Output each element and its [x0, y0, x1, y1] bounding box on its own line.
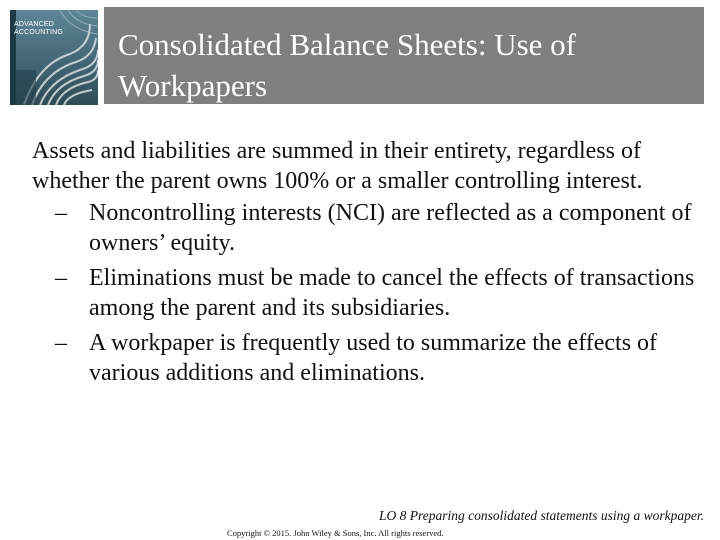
- sub-bullet-item: [32, 263, 702, 323]
- copyright-notice: Copyright © 2015. John Wiley & Sons, Inc. All rights reserved.: [227, 528, 444, 538]
- slide-title-line-2: Workpapers: [118, 68, 268, 103]
- dash-bullet: –: [55, 200, 67, 226]
- sub-bullet-item: [32, 198, 702, 258]
- dash-bullet: –: [55, 330, 67, 356]
- book-cover-title: ADVANCED ACCOUNTING: [14, 21, 64, 36]
- sub-bullet-text: A workpaper is frequently used to summarize the effects of various additions and eliminations.: [89, 330, 658, 386]
- sub-bullet-text: Noncontrolling interests (NCI) are reflected as a component of owners’ equity.: [89, 200, 692, 256]
- slide-title-line-1: Consolidated Balance Sheets: Use of: [118, 27, 577, 62]
- learning-objective-footer: LO 8 Preparing consolidated statements using a workpaper.: [379, 508, 704, 523]
- main-paragraph: Assets and liabilities are summed in their entirety, regardless of whether the parent owns 100% or a smaller controlling interest.: [32, 138, 643, 194]
- book-cover-image: [10, 10, 98, 105]
- sub-bullet-text: Eliminations must be made to cancel the effects of transactions among the parent and its subsidiaries.: [89, 265, 695, 321]
- sub-bullet-list: [32, 198, 702, 388]
- sub-bullet-item: [32, 328, 702, 388]
- slide-title: [118, 24, 688, 106]
- slide-body: [32, 136, 702, 393]
- dash-bullet: –: [55, 265, 67, 291]
- title-band: [104, 7, 704, 104]
